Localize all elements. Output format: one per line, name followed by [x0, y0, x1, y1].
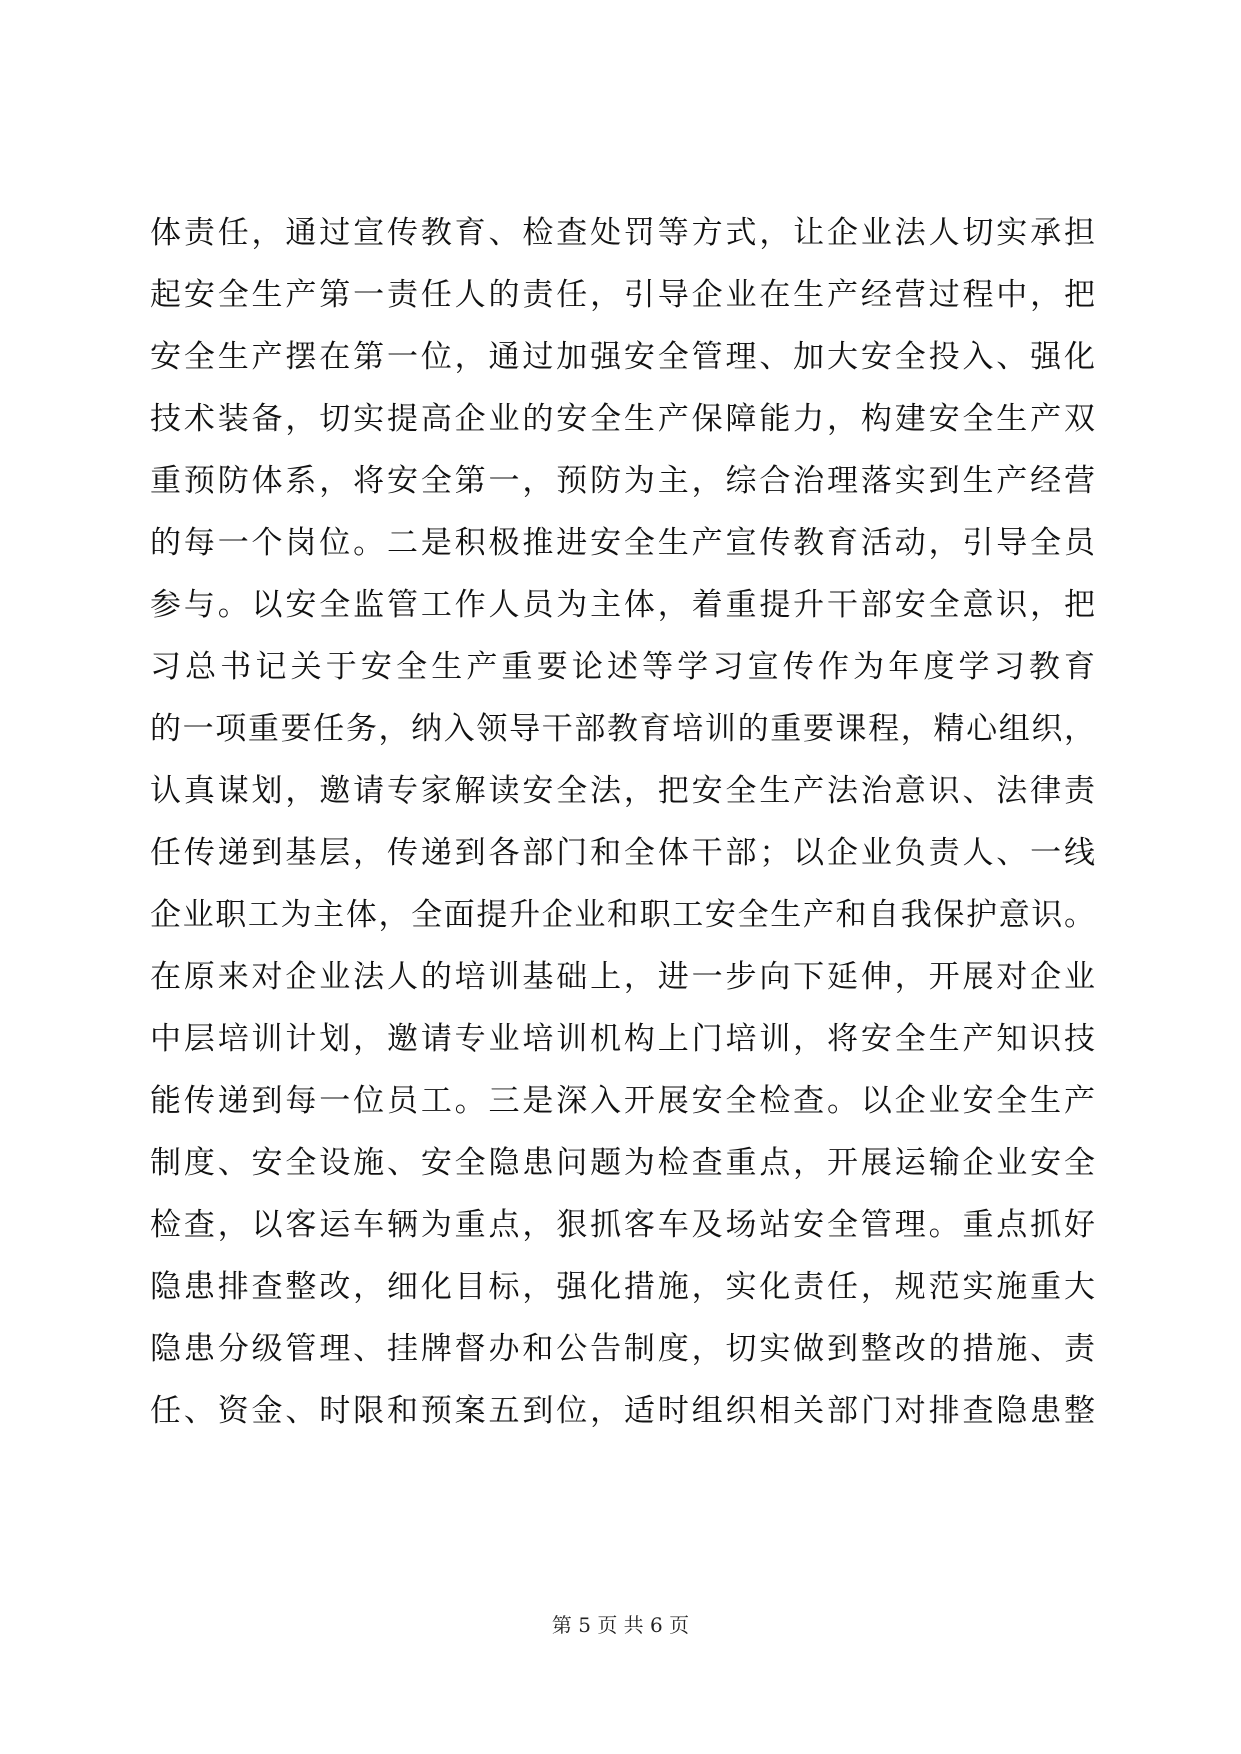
- text-line: 安全生产摆在第一位，通过加强安全管理、加大安全投入、强化: [150, 339, 1095, 375]
- text-line: 在原来对企业法人的培训基础上，进一步向下延伸，开展对企业: [150, 959, 1095, 995]
- text-line: 任、资金、时限和预案五到位，适时组织相关部门对排查隐患整: [150, 1393, 1095, 1429]
- text-line: 的每一个岗位。二是积极推进安全生产宣传教育活动，引导全员: [150, 525, 1095, 561]
- text-line: 企业职工为主体，全面提升企业和职工安全生产和自我保护意识。: [150, 897, 1095, 933]
- text-line: 检查，以客运车辆为重点，狠抓客车及场站安全管理。重点抓好: [150, 1207, 1095, 1243]
- text-line: 能传递到每一位员工。三是深入开展安全检查。以企业安全生产: [150, 1083, 1095, 1119]
- page-footer: 第 5 页 共 6 页: [551, 1613, 690, 1637]
- text-line: 体责任，通过宣传教育、检查处罚等方式，让企业法人切实承担: [150, 215, 1095, 251]
- text-line: 中层培训计划，邀请专业培训机构上门培训，将安全生产知识技: [150, 1021, 1095, 1057]
- text-line: 隐患分级管理、挂牌督办和公告制度，切实做到整改的措施、责: [150, 1331, 1095, 1367]
- text-line: 重预防体系，将安全第一，预防为主，综合治理落实到生产经营: [150, 463, 1095, 499]
- text-line: 制度、安全设施、安全隐患问题为检查重点，开展运输企业安全: [150, 1145, 1095, 1181]
- text-line: 的一项重要任务，纳入领导干部教育培训的重要课程，精心组织，: [150, 711, 1095, 747]
- body-text: [150, 202, 1095, 1442]
- text-line: 起安全生产第一责任人的责任，引导企业在生产经营过程中，把: [150, 277, 1095, 313]
- text-line: 认真谋划，邀请专家解读安全法，把安全生产法治意识、法律责: [150, 773, 1095, 809]
- text-line: 技术装备，切实提高企业的安全生产保障能力，构建安全生产双: [150, 401, 1095, 437]
- text-line: 参与。以安全监管工作人员为主体，着重提升干部安全意识，把: [150, 587, 1095, 623]
- text-line: 习总书记关于安全生产重要论述等学习宣传作为年度学习教育: [150, 649, 1095, 685]
- text-line: 任传递到基层，传递到各部门和全体干部；以企业负责人、一线: [150, 835, 1095, 871]
- text-line: 隐患排查整改，细化目标，强化措施，实化责任，规范实施重大: [150, 1269, 1095, 1305]
